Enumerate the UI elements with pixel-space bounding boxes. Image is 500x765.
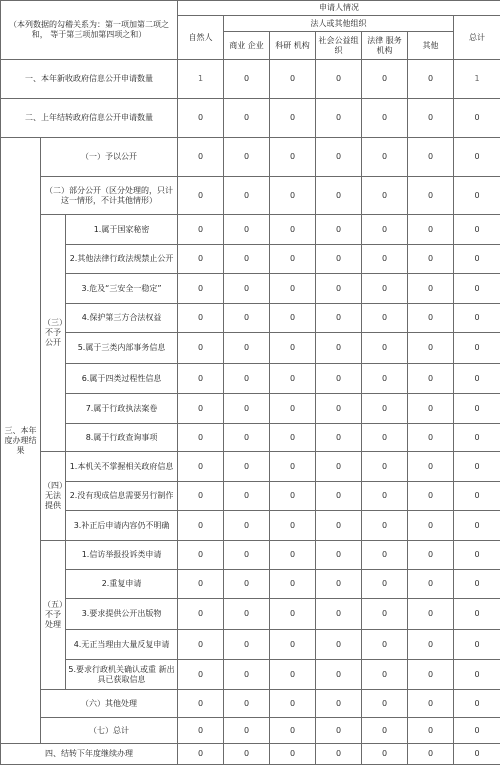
cell-research: 0 bbox=[270, 718, 316, 744]
header-legal-service: 法律 服务机构 bbox=[362, 32, 408, 60]
cell-public-welfare: 0 bbox=[316, 215, 362, 245]
cell-natural: 0 bbox=[178, 630, 224, 660]
table-body bbox=[1, 1, 500, 765]
cell-legal-service: 0 bbox=[362, 541, 408, 570]
header-total: 总计 bbox=[454, 16, 500, 60]
row-label: 一、本年新收政府信息公开申请数量 bbox=[1, 60, 178, 99]
group-label-year-result: 三、本年度办理结果 bbox=[1, 138, 41, 744]
cell-business: 0 bbox=[224, 541, 270, 570]
row-label: 2.其他法律行政法规禁止公开 bbox=[66, 245, 178, 274]
cell-other: 0 bbox=[408, 99, 454, 138]
cell-research: 0 bbox=[270, 304, 316, 333]
cell-total: 0 bbox=[454, 690, 500, 718]
cell-research: 0 bbox=[270, 215, 316, 245]
cell-business: 0 bbox=[224, 394, 270, 424]
header-row-1 bbox=[1, 1, 500, 16]
cell-other: 0 bbox=[408, 394, 454, 424]
cell-other: 0 bbox=[408, 599, 454, 630]
cell-total: 0 bbox=[454, 424, 500, 452]
table-row bbox=[1, 304, 500, 333]
cell-business: 0 bbox=[224, 60, 270, 99]
row-label: （七）总计 bbox=[41, 718, 178, 744]
cell-legal-service: 0 bbox=[362, 177, 408, 215]
table-row bbox=[1, 274, 500, 304]
row-label: 四、结转下年度继续办理 bbox=[1, 744, 178, 765]
row-label: 3.要求提供公开出版物 bbox=[66, 599, 178, 630]
cell-business: 0 bbox=[224, 333, 270, 364]
cell-public-welfare: 0 bbox=[316, 394, 362, 424]
cell-legal-service: 0 bbox=[362, 660, 408, 690]
row-label: 二、上年结转政府信息公开申请数量 bbox=[1, 99, 178, 138]
cell-natural: 0 bbox=[178, 541, 224, 570]
cell-public-welfare: 0 bbox=[316, 660, 362, 690]
table-row bbox=[1, 599, 500, 630]
cell-business: 0 bbox=[224, 138, 270, 177]
cell-other: 0 bbox=[408, 452, 454, 482]
group-label-unable-to-provide: （四）无法提供 bbox=[41, 452, 66, 541]
row-label: 8.属于行政查询事项 bbox=[66, 424, 178, 452]
cell-business: 0 bbox=[224, 424, 270, 452]
cell-public-welfare: 0 bbox=[316, 138, 362, 177]
cell-business: 0 bbox=[224, 599, 270, 630]
cell-legal-service: 0 bbox=[362, 333, 408, 364]
cell-business: 0 bbox=[224, 570, 270, 599]
cell-natural: 0 bbox=[178, 452, 224, 482]
cell-other: 0 bbox=[408, 245, 454, 274]
row-label: 3.补正后申请内容仍不明确 bbox=[66, 511, 178, 541]
cell-public-welfare: 0 bbox=[316, 482, 362, 511]
cell-total: 1 bbox=[454, 60, 500, 99]
table-row bbox=[1, 452, 500, 482]
cell-other: 0 bbox=[408, 744, 454, 765]
cell-legal-service: 0 bbox=[362, 744, 408, 765]
cell-research: 0 bbox=[270, 744, 316, 765]
cell-business: 0 bbox=[224, 177, 270, 215]
cell-public-welfare: 0 bbox=[316, 60, 362, 99]
table-row bbox=[1, 177, 500, 215]
cell-other: 0 bbox=[408, 718, 454, 744]
header-business: 商业 企业 bbox=[224, 32, 270, 60]
cell-other: 0 bbox=[408, 660, 454, 690]
table-row bbox=[1, 690, 500, 718]
cell-business: 0 bbox=[224, 215, 270, 245]
cell-legal-service: 0 bbox=[362, 424, 408, 452]
cell-total: 0 bbox=[454, 245, 500, 274]
cell-legal-service: 0 bbox=[362, 215, 408, 245]
header-natural-person: 自然人 bbox=[178, 16, 224, 60]
cell-business: 0 bbox=[224, 304, 270, 333]
table-row bbox=[1, 60, 500, 99]
cell-research: 0 bbox=[270, 274, 316, 304]
cell-natural: 0 bbox=[178, 660, 224, 690]
cell-research: 0 bbox=[270, 482, 316, 511]
cell-total: 0 bbox=[454, 511, 500, 541]
cell-natural: 0 bbox=[178, 245, 224, 274]
cell-research: 0 bbox=[270, 660, 316, 690]
cell-total: 0 bbox=[454, 452, 500, 482]
cell-research: 0 bbox=[270, 452, 316, 482]
cell-other: 0 bbox=[408, 482, 454, 511]
cell-total: 0 bbox=[454, 718, 500, 744]
cell-public-welfare: 0 bbox=[316, 177, 362, 215]
cell-total: 0 bbox=[454, 394, 500, 424]
cell-other: 0 bbox=[408, 138, 454, 177]
cell-total: 0 bbox=[454, 138, 500, 177]
cell-other: 0 bbox=[408, 274, 454, 304]
cell-total: 0 bbox=[454, 599, 500, 630]
cell-business: 0 bbox=[224, 690, 270, 718]
cell-natural: 0 bbox=[178, 394, 224, 424]
cell-public-welfare: 0 bbox=[316, 599, 362, 630]
cell-total: 0 bbox=[454, 660, 500, 690]
row-label: 5.要求行政机关确认或重 新出具已获取信息 bbox=[66, 660, 178, 690]
cell-business: 0 bbox=[224, 364, 270, 394]
cell-public-welfare: 0 bbox=[316, 718, 362, 744]
cell-research: 0 bbox=[270, 511, 316, 541]
table-row bbox=[1, 138, 500, 177]
table-row bbox=[1, 718, 500, 744]
cell-business: 0 bbox=[224, 718, 270, 744]
cell-total: 0 bbox=[454, 274, 500, 304]
cell-other: 0 bbox=[408, 215, 454, 245]
row-label: （一）予以公开 bbox=[41, 138, 178, 177]
group-label-not-disclosed: （三）不予公开 bbox=[41, 215, 66, 452]
cell-research: 0 bbox=[270, 424, 316, 452]
cell-legal-service: 0 bbox=[362, 304, 408, 333]
table-row bbox=[1, 364, 500, 394]
cell-legal-service: 0 bbox=[362, 570, 408, 599]
table-row bbox=[1, 215, 500, 245]
cell-business: 0 bbox=[224, 660, 270, 690]
cell-other: 0 bbox=[408, 304, 454, 333]
row-label: 2.没有现成信息需要另行制作 bbox=[66, 482, 178, 511]
cell-research: 0 bbox=[270, 60, 316, 99]
cell-natural: 0 bbox=[178, 570, 224, 599]
cell-other: 0 bbox=[408, 333, 454, 364]
cell-total: 0 bbox=[454, 177, 500, 215]
cell-public-welfare: 0 bbox=[316, 541, 362, 570]
cell-research: 0 bbox=[270, 333, 316, 364]
cell-legal-service: 0 bbox=[362, 99, 408, 138]
table-row bbox=[1, 630, 500, 660]
row-label: 4.保护第三方合法权益 bbox=[66, 304, 178, 333]
table-row bbox=[1, 511, 500, 541]
cell-total: 0 bbox=[454, 215, 500, 245]
table-row bbox=[1, 99, 500, 138]
cell-legal-service: 0 bbox=[362, 245, 408, 274]
table-row bbox=[1, 245, 500, 274]
header-note: （本列数据的勾稽关系为：第一项加第二项之和， 等于第三项加第四项之和） bbox=[1, 1, 178, 60]
cell-legal-service: 0 bbox=[362, 452, 408, 482]
cell-natural: 0 bbox=[178, 138, 224, 177]
cell-natural: 0 bbox=[178, 99, 224, 138]
cell-natural: 0 bbox=[178, 333, 224, 364]
row-label: 1.信访举报投诉类申请 bbox=[66, 541, 178, 570]
cell-other: 0 bbox=[408, 177, 454, 215]
row-label: 4.无正当理由大量反复申请 bbox=[66, 630, 178, 660]
cell-research: 0 bbox=[270, 570, 316, 599]
cell-natural: 0 bbox=[178, 482, 224, 511]
table-row bbox=[1, 660, 500, 690]
cell-total: 0 bbox=[454, 304, 500, 333]
table-row bbox=[1, 541, 500, 570]
cell-natural: 0 bbox=[178, 364, 224, 394]
cell-legal-service: 0 bbox=[362, 630, 408, 660]
cell-legal-service: 0 bbox=[362, 482, 408, 511]
cell-legal-service: 0 bbox=[362, 690, 408, 718]
cell-research: 0 bbox=[270, 541, 316, 570]
cell-legal-service: 0 bbox=[362, 718, 408, 744]
cell-other: 0 bbox=[408, 690, 454, 718]
cell-other: 0 bbox=[408, 570, 454, 599]
cell-public-welfare: 0 bbox=[316, 630, 362, 660]
cell-other: 0 bbox=[408, 424, 454, 452]
table-row bbox=[1, 394, 500, 424]
table-row bbox=[1, 744, 500, 765]
table-row bbox=[1, 482, 500, 511]
group-label-not-processed: （五）不予处理 bbox=[41, 541, 66, 690]
cell-research: 0 bbox=[270, 364, 316, 394]
row-label: 6.属于四类过程性信息 bbox=[66, 364, 178, 394]
cell-public-welfare: 0 bbox=[316, 304, 362, 333]
cell-business: 0 bbox=[224, 99, 270, 138]
cell-public-welfare: 0 bbox=[316, 452, 362, 482]
cell-natural: 0 bbox=[178, 744, 224, 765]
cell-natural: 0 bbox=[178, 304, 224, 333]
cell-research: 0 bbox=[270, 690, 316, 718]
cell-public-welfare: 0 bbox=[316, 690, 362, 718]
cell-public-welfare: 0 bbox=[316, 333, 362, 364]
row-label: （二）部分公开（区分处理的，只计这一情形，不计其他情形） bbox=[41, 177, 178, 215]
row-label: 1.属于国家秘密 bbox=[66, 215, 178, 245]
cell-research: 0 bbox=[270, 245, 316, 274]
cell-business: 0 bbox=[224, 511, 270, 541]
cell-public-welfare: 0 bbox=[316, 245, 362, 274]
cell-natural: 0 bbox=[178, 274, 224, 304]
row-label: （六）其他处理 bbox=[41, 690, 178, 718]
table-row bbox=[1, 424, 500, 452]
cell-public-welfare: 0 bbox=[316, 744, 362, 765]
row-label: 3.危及“三安全一稳定” bbox=[66, 274, 178, 304]
cell-natural: 0 bbox=[178, 215, 224, 245]
cell-other: 0 bbox=[408, 364, 454, 394]
cell-other: 0 bbox=[408, 511, 454, 541]
cell-research: 0 bbox=[270, 630, 316, 660]
row-label: 5.属于三类内部事务信息 bbox=[66, 333, 178, 364]
cell-public-welfare: 0 bbox=[316, 274, 362, 304]
cell-total: 0 bbox=[454, 333, 500, 364]
cell-natural: 1 bbox=[178, 60, 224, 99]
cell-natural: 0 bbox=[178, 424, 224, 452]
cell-total: 0 bbox=[454, 99, 500, 138]
cell-other: 0 bbox=[408, 60, 454, 99]
cell-research: 0 bbox=[270, 599, 316, 630]
cell-legal-service: 0 bbox=[362, 138, 408, 177]
cell-public-welfare: 0 bbox=[316, 364, 362, 394]
header-other: 其他 bbox=[408, 32, 454, 60]
cell-research: 0 bbox=[270, 138, 316, 177]
cell-research: 0 bbox=[270, 99, 316, 138]
cell-natural: 0 bbox=[178, 690, 224, 718]
cell-total: 0 bbox=[454, 744, 500, 765]
cell-public-welfare: 0 bbox=[316, 99, 362, 138]
cell-legal-service: 0 bbox=[362, 511, 408, 541]
cell-other: 0 bbox=[408, 630, 454, 660]
cell-business: 0 bbox=[224, 482, 270, 511]
cell-public-welfare: 0 bbox=[316, 424, 362, 452]
cell-natural: 0 bbox=[178, 177, 224, 215]
cell-legal-service: 0 bbox=[362, 599, 408, 630]
cell-business: 0 bbox=[224, 744, 270, 765]
cell-business: 0 bbox=[224, 630, 270, 660]
cell-legal-service: 0 bbox=[362, 394, 408, 424]
cell-public-welfare: 0 bbox=[316, 511, 362, 541]
cell-research: 0 bbox=[270, 394, 316, 424]
cell-natural: 0 bbox=[178, 511, 224, 541]
cell-total: 0 bbox=[454, 630, 500, 660]
cell-legal-service: 0 bbox=[362, 60, 408, 99]
row-label: 2.重复申请 bbox=[66, 570, 178, 599]
header-applicant: 申请人情况 bbox=[178, 1, 500, 16]
cell-research: 0 bbox=[270, 177, 316, 215]
cell-total: 0 bbox=[454, 364, 500, 394]
cell-natural: 0 bbox=[178, 599, 224, 630]
header-legal-entity: 法人或其他组织 bbox=[224, 16, 454, 32]
header-research: 科研 机构 bbox=[270, 32, 316, 60]
cell-public-welfare: 0 bbox=[316, 570, 362, 599]
cell-business: 0 bbox=[224, 452, 270, 482]
cell-other: 0 bbox=[408, 541, 454, 570]
cell-business: 0 bbox=[224, 274, 270, 304]
table-row bbox=[1, 333, 500, 364]
cell-business: 0 bbox=[224, 245, 270, 274]
header-public-welfare: 社会公益组织 bbox=[316, 32, 362, 60]
cell-total: 0 bbox=[454, 482, 500, 511]
row-label: 7.属于行政执法案卷 bbox=[66, 394, 178, 424]
cell-total: 0 bbox=[454, 570, 500, 599]
row-label: 1.本机关不掌握相关政府信息 bbox=[66, 452, 178, 482]
cell-total: 0 bbox=[454, 541, 500, 570]
table-row bbox=[1, 570, 500, 599]
cell-legal-service: 0 bbox=[362, 364, 408, 394]
cell-natural: 0 bbox=[178, 718, 224, 744]
cell-legal-service: 0 bbox=[362, 274, 408, 304]
